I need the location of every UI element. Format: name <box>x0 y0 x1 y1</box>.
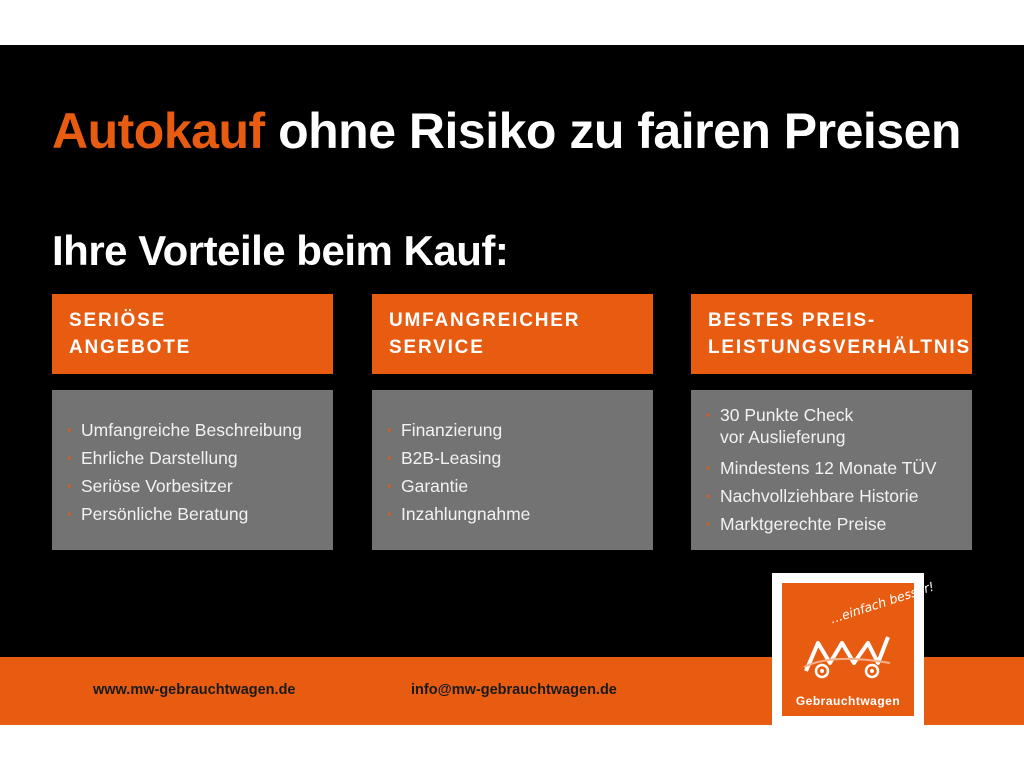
column-list-panel <box>691 390 972 550</box>
logo-badge <box>782 578 936 716</box>
list-item: · Finanzierung <box>372 416 653 444</box>
column-title-line: BESTES PREIS- <box>708 310 877 331</box>
list-item-continuation: vor Auslieferung <box>720 427 846 447</box>
headline <box>52 102 961 160</box>
benefit-column-service <box>372 294 653 550</box>
column-title-line: SERIÖSE <box>69 310 167 331</box>
column-title-line: UMFANGREICHER <box>389 310 581 331</box>
column-title-line: LEISTUNGSVERHÄLTNIS <box>708 337 971 358</box>
headline-accent: Autokauf <box>52 103 265 159</box>
list-item: · Garantie <box>372 472 653 500</box>
column-header <box>52 294 333 374</box>
company-logo <box>772 573 936 725</box>
column-header <box>372 294 653 374</box>
advertisement-banner <box>0 45 1024 725</box>
list-item: · Marktgerechte Preise <box>691 510 972 538</box>
list-item <box>691 404 972 448</box>
column-list-panel <box>52 390 333 550</box>
email-link[interactable]: info@mw-gebrauchtwagen.de <box>411 682 617 698</box>
benefit-column-value <box>691 294 972 550</box>
subheadline: Ihre Vorteile beim Kauf: <box>52 227 509 274</box>
list-item: · B2B-Leasing <box>372 444 653 472</box>
list-item: · Ehrliche Darstellung <box>52 444 333 472</box>
list-item: · Persönliche Beratung <box>52 500 333 528</box>
column-list-panel <box>372 390 653 550</box>
headline-rest: ohne Risiko zu fairen Preisen <box>278 103 961 159</box>
benefit-column-offers <box>52 294 333 550</box>
logo-name: Gebrauchtwagen <box>795 694 901 708</box>
list-item-line: 30 Punkte Check <box>720 405 854 425</box>
logo-slogan: ...einfach besser! <box>828 578 936 627</box>
column-header <box>691 294 972 374</box>
website-link[interactable]: www.mw-gebrauchtwagen.de <box>93 682 296 698</box>
list-item: · Nachvollziehbare Historie <box>691 482 972 510</box>
column-title-line: SERVICE <box>389 337 485 358</box>
list-item: · Umfangreiche Beschreibung <box>52 416 333 444</box>
car-logo-icon <box>802 623 894 681</box>
list-item: · Inzahlungnahme <box>372 500 653 528</box>
column-title-line: ANGEBOTE <box>69 337 192 358</box>
list-item: · Seriöse Vorbesitzer <box>52 472 333 500</box>
list-item: · Mindestens 12 Monate TÜV <box>691 454 972 482</box>
